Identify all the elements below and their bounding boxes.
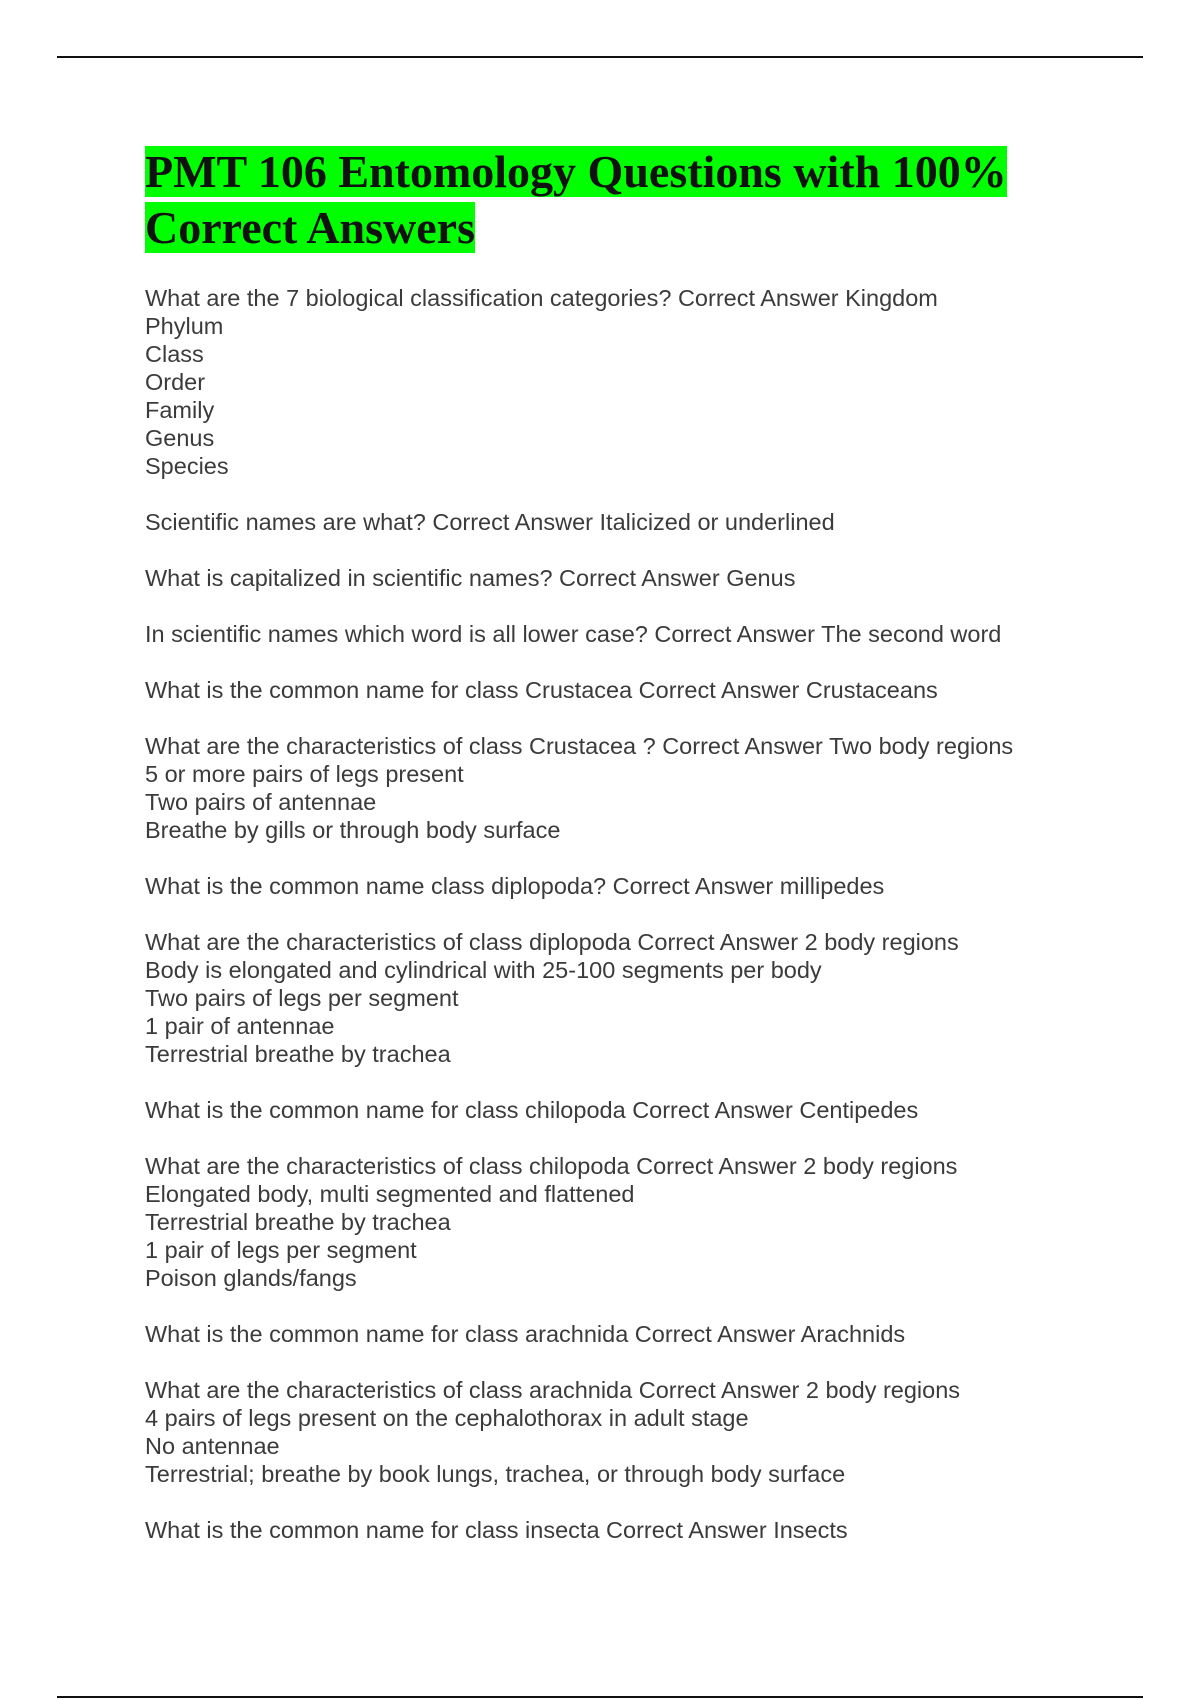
qa-answer-line: Family [145,397,215,423]
footer-rule [57,1696,1143,1698]
qa-question-line: What are the characteristics of class arachnida Correct Answer 2 body regions [145,1377,961,1403]
qa-item [145,620,1105,648]
qa-answer-line: Terrestrial breathe by trachea [145,1041,451,1067]
qa-answer-line: Order [145,369,206,395]
qa-answer-line: Two pairs of legs per segment [145,985,459,1011]
qa-answer-line: Phylum [145,313,224,339]
qa-question-line: What is the common name for class insecta Correct Answer Insects [145,1517,848,1543]
qa-question-line: What are the 7 biological classification categories? Correct Answer Kingdom [145,285,938,311]
qa-item [145,508,1105,536]
qa-answer-line: Body is elongated and cylindrical with 25-100 segments per body [145,957,822,983]
qa-question-line: What is the common name for class Crustacea Correct Answer Crustaceans [145,677,938,703]
qa-item [145,1096,1105,1124]
qa-question-line: What are the characteristics of class diplopoda Correct Answer 2 body regions [145,929,959,955]
qa-item [145,928,1105,1068]
qa-answer-line: Class [145,341,204,367]
qa-item [145,1376,1105,1488]
qa-answer-line: No antennae [145,1433,280,1459]
qa-answer-line: Genus [145,425,215,451]
qa-item [145,872,1105,900]
qa-answer-line: Poison glands/fangs [145,1265,357,1291]
qa-item [145,564,1105,592]
qa-answer-line: Terrestrial breathe by trachea [145,1209,451,1235]
qa-question-line: Scientific names are what? Correct Answer Italicized or underlined [145,509,835,535]
qa-question-line: What is the common name class diplopoda? Correct Answer millipedes [145,873,885,899]
qa-item [145,284,1105,480]
qa-answer-line: Species [145,453,229,479]
qa-item [145,732,1105,844]
qa-question-line: What is capitalized in scientific names? Correct Answer Genus [145,565,796,591]
qa-item [145,1516,1105,1544]
qa-question-line: What is the common name for class arachnida Correct Answer Arachnids [145,1321,906,1347]
qa-question-line: What are the characteristics of class Crustacea ? Correct Answer Two body regions [145,733,1014,759]
qa-list [145,284,1105,1572]
qa-item [145,1152,1105,1292]
qa-question-line: What are the characteristics of class chilopoda Correct Answer 2 body regions [145,1153,958,1179]
qa-answer-line: 4 pairs of legs present on the cephalothorax in adult stage [145,1405,749,1431]
page-title-text: PMT 106 Entomology Questions with 100% Correct Answers [145,146,1007,253]
qa-question-line: What is the common name for class chilopoda Correct Answer Centipedes [145,1097,919,1123]
qa-answer-line: Elongated body, multi segmented and flattened [145,1181,635,1207]
qa-item [145,676,1105,704]
qa-item [145,1320,1105,1348]
qa-answer-line: Two pairs of antennae [145,789,377,815]
qa-answer-line: 1 pair of legs per segment [145,1237,417,1263]
qa-answer-line: Terrestrial; breathe by book lungs, trachea, or through body surface [145,1461,846,1487]
qa-answer-line: 5 or more pairs of legs present [145,761,464,787]
qa-answer-line: Breathe by gills or through body surface [145,817,561,843]
header-rule [57,56,1143,58]
qa-answer-line: 1 pair of antennae [145,1013,335,1039]
page-title [145,144,1085,256]
qa-question-line: In scientific names which word is all lower case? Correct Answer The second word [145,621,1002,647]
